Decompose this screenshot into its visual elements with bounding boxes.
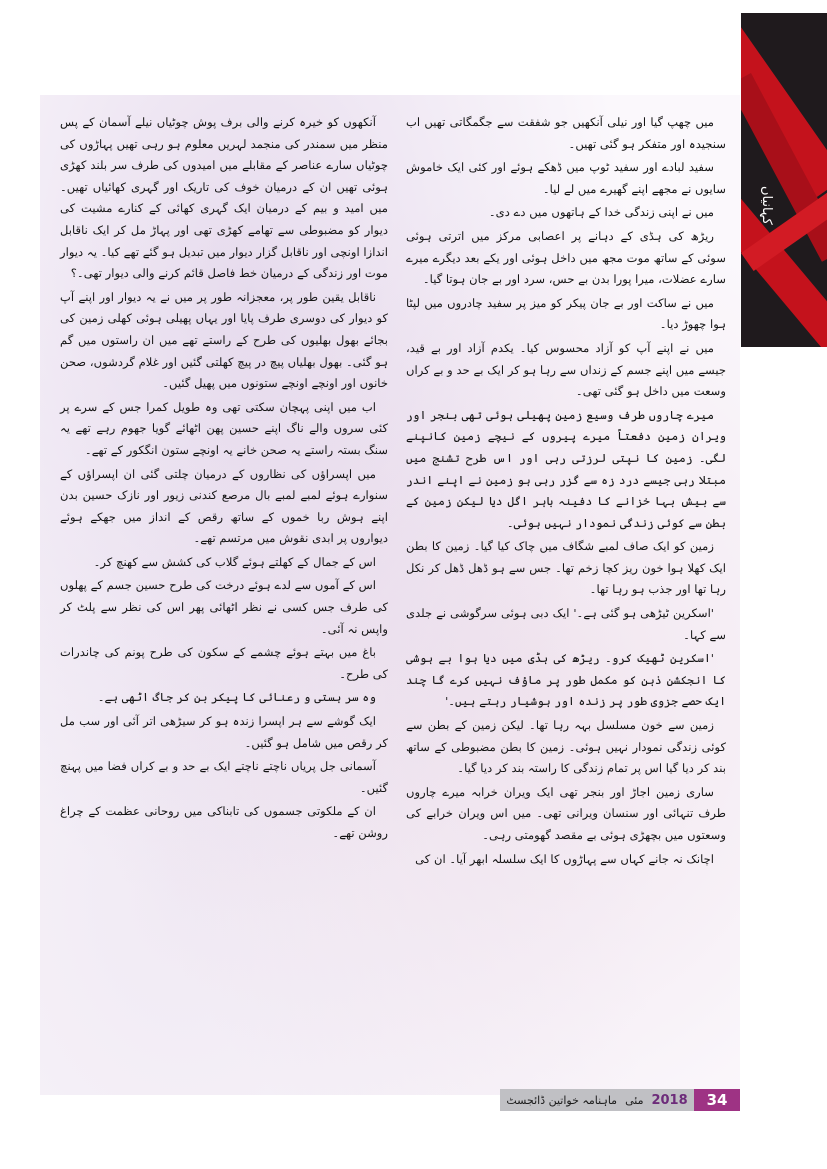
issue-month: مئی	[625, 1093, 644, 1107]
paragraph: اس کے آموں سے لدے ہوئے درخت کی طرح حسین جسم کے پھلوں کی طرف جس کسی نے نظر اٹھائی پھر اس کی نظر سے پلٹ کر واپس نہ آئی۔	[60, 578, 388, 636]
page-footer	[500, 1089, 740, 1111]
paragraph: ناقابل یقین طور پر، معجزانہ طور پر میں نے یہ دیوار اور اپنے آپ کو دیوار کی دوسری طرف پایا اور یہاں پھیلی ہوئی کھلی زمین کی بجائے بھول بھلیوں کی طرح کے راستے تھے میں ان راستوں میں گم ہو گئی۔ بھول بھلیاں پیچ در پیچ کھلتی گئیں اور غلام گردشوں، صحن خانوں اور اونچے اونچے ستونوں میں پھیل گئیں۔	[60, 289, 388, 391]
paragraph: ریڑھ کی ہڈی کے دہانے پر اعصابی مرکز میں اترتی ہوئی سوئی کے ساتھ موت مجھ میں داخل ہوئی اور یکے بعد دیگرے میرے سارے عضلات، میرا پورا بدن بے حس، سرد اور بے جان ہوتا گیا۔	[406, 228, 726, 287]
paragraph: آسمانی جل پریاں ناچتے ناچتے ایک بے حد و بے کراں فضا میں پہنچ گئیں۔	[60, 759, 388, 795]
paragraph: زمین سے خون مسلسل بہہ رہا تھا۔ لیکن زمین کے بطن سے کوئی زندگی نمودار نہیں ہوئی۔ زمین کا بطن مضبوطی کے ساتھ بند کر دیا گیا اس پر تمام زندگی کا راستہ بند کر دیا گیا۔	[406, 718, 726, 776]
paragraph: میں نے ساکت اور بے جان پیکر کو میز پر سفید چادروں میں لپٹا ہوا چھوڑ دیا۔	[406, 295, 726, 332]
paragraph: آنکھوں کو خیرہ کرنے والی برف پوش چوٹیاں نیلے آسمان کے پس منظر میں سمندر کی منجمد لہریں معلوم ہو رہی تھیں پہاڑوں کی چوٹیاں سارے عناصر کے مقابلے میں امیدوں کی طرف سر بلند کھڑی ہوئی تھیں ان کے درمیان خوف کی تاریک اور گہری کھائیاں تھیں۔ میں امید و بیم کے درمیان ایک گہری کھائی کے کنارے مشیت کی دیوار کو مضبوطی سے تھامے کھڑی تھی اور پہاڑ مل کر ایک ناقابل اندازا اونچی اور ناقابل گزار دیوار میں تبدیل ہو گئے تھے کیا۔ یہ دیوار موت اور زندگی کے درمیان خط فاصل قائم کرنے والی دیوار تھی۔؟	[60, 115, 388, 281]
paragraph: اس کے جمال کے کھلتے ہوئے گلاب کی کشش سے کھنچ کر۔	[93, 554, 376, 569]
paragraph: ساری زمین اجاڑ اور بنجر تھی ایک ویران خرابہ میرے چاروں طرف تنہائی اور سنسان ویرانی تھی۔ میں اس ویران خرابے کی وسعتوں میں بچھڑی ہوئی بے مقصد گھومتی رہی۔	[406, 784, 726, 842]
paragraph: اب میں اپنی پہچان سکتی تھی وہ طویل کمرا جس کے سرے پر کئی سروں والے ناگ اپنے حسین پھن اٹھائے گویا جھوم رہے تھے یہ سنگ بستہ راستے یہ صحن خانے یہ اونچے ستون انگکور کے تھے۔	[60, 399, 388, 457]
paragraph: ایک گوشے سے ہر اپسرا زندہ ہو کر سیڑھی اتر آئی اور سب مل کر رقص میں شامل ہو گئیں۔	[60, 714, 388, 750]
paragraph: باغ میں بہتے ہوئے چشمے کے سکون کی طرح پونم کی چاندرات کی طرح۔	[60, 645, 388, 681]
article-column-left	[60, 112, 388, 847]
paragraph: میں چھپ گیا اور نیلی آنکھیں جو شفقت سے جگمگاتی تھیں اب سنجیدہ اور متفکر ہو گئی تھیں۔	[406, 115, 726, 151]
paragraph: میرے چاروں طرف وسیع زمین پھیلی ہوئی تھی بنجر اور ویران زمین دفعتاً میرے پیروں کے نیچے زمین کانپنے لگی۔ زمین کا نپتی لرزتی رہی اور اس طرح تشنج میں مبتلا رہی جیسے درد زہ سے گزر رہی ہو زمین نے اپنے اندر سے بیش بہا خزانے کا دفینہ باہر اگل دیا لیکن زمین کے بطن سے کوئی زندگی نمودار نہیں ہوئی۔	[406, 407, 726, 530]
paragraph: 'اسکرین ٹھیک کرو۔ ریڑھ کی ہڈی میں دیا ہوا بے ہوشی کا انجکشن ذہن کو مکمل طور پر ماؤف نہیں کرے گا چند ایک حصے جزوی طور پر زندہ اور ہوشیار رہتے ہیں۔'	[406, 651, 726, 709]
paragraph: میں نے اپنے آپ کو آزاد محسوس کیا۔ یکدم آزاد اور بے قید، جیسے میں اپنے جسم کے زنداں سے رہا ہو کر ایک بے حد و بے کراں وسعت میں داخل ہو گئی تھی۔	[406, 340, 726, 399]
paragraph: میں نے اپنی زندگی خدا کے ہاتھوں میں دے دی۔	[488, 205, 714, 220]
magazine-name: ماہنامہ خواتین ڈائجسٹ	[506, 1093, 618, 1107]
paragraph: ان کے ملکوتی جسموں کی تابناکی میں روحانی عظمت کے چراغ روشن تھے۔	[60, 804, 388, 840]
paragraph: 'اسکرین ٹیڑھی ہو گئی ہے۔' ایک دبی ہوئی سرگوشی نے جلدی سے کہا۔	[406, 606, 726, 642]
article-column-right	[406, 112, 726, 872]
page-number: 34	[694, 1089, 740, 1111]
paragraph: اچانک نہ جانے کہاں سے پہاڑوں کا ایک سلسلہ ابھر آیا۔ ان کی	[415, 851, 714, 866]
issue-year: 2018	[651, 1092, 688, 1108]
paragraph: سفید لبادے اور سفید ٹوپ میں ڈھکے ہوئے اور کئی ایک خاموش سایوں نے مجھے اپنے گھیرے میں لے لیا۔	[406, 160, 726, 196]
issue-info	[500, 1089, 694, 1111]
paragraph: وہ سر ہستی و رعنائی کا پیکر بن کر جاگ اٹھی ہے۔	[97, 690, 376, 705]
section-label: کہانیاں	[759, 185, 774, 225]
paragraph: میں اپسراؤں کی نظاروں کے درمیان چلتی گئی ان اپسراؤں کے سنوارے ہوئے لمبے لمبے بال مرصع کندنی زیور اور نازک حسین بدن اپنے ہوش ربا خموں کے ساتھ رقص کے انداز میں جھکے ہوئے دیواروں پر ابدی نقوش میں مرتسم تھے۔	[60, 466, 388, 546]
paragraph: زمین کو ایک صاف لمبے شگاف میں چاک کیا گیا۔ زمین کا بطن ایک کھلا ہوا خون ریز کچا زخم تھا۔ جس سے ہو ڈھل ڈھل کر نکل رہا تھا اور جذب ہو رہا تھا۔	[406, 539, 726, 597]
